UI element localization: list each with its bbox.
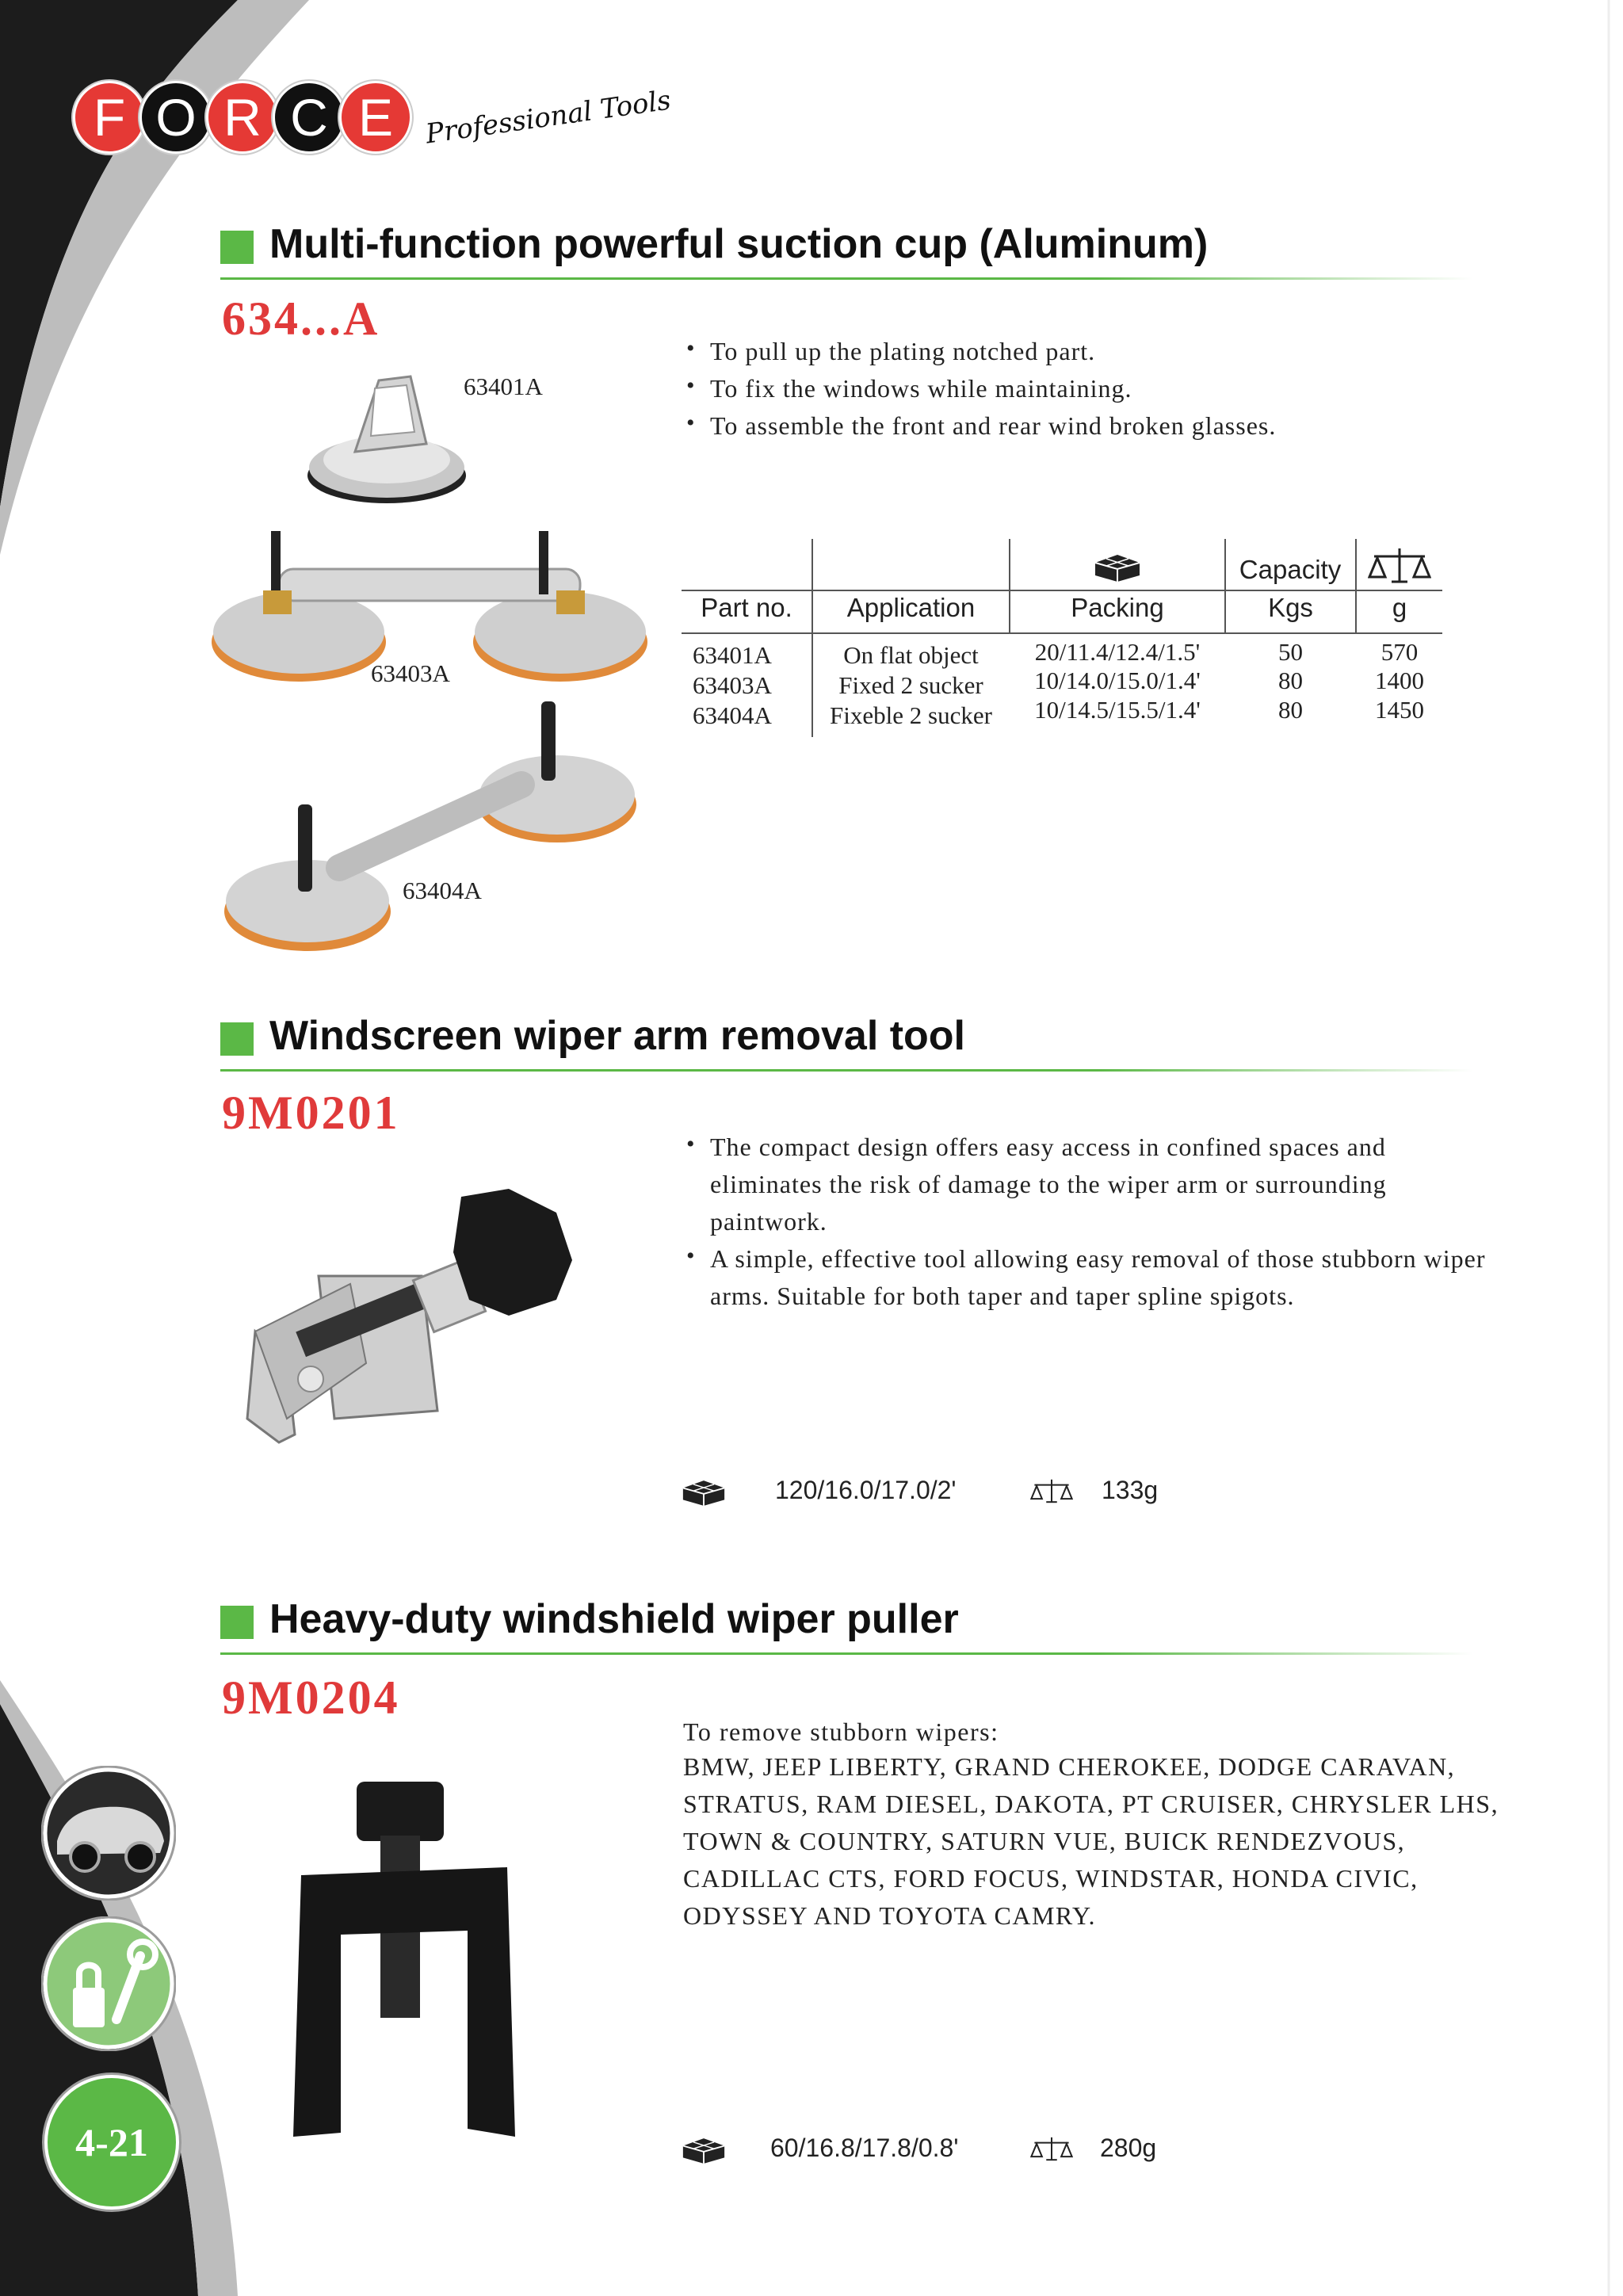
brand-letter: R xyxy=(206,81,279,154)
vehicle-model-list: BMW, JEEP LIBERTY, GRAND CHEROKEE, DODGE CARAVAN, STRATUS, RAM DIESEL, DAKOTA, PT CRUISER, CHRYSLER LHS, TOWN & COUNTRY, SATURN VUE, BUICK RENDEZVOUS, CADILLAC CTS, FORD FOCUS, WINDSTAR, HONDA CIVIC, ODYSSEY AND TOYOTA CAMRY. xyxy=(683,1752,1499,1930)
table-cell: 63404A xyxy=(693,701,772,729)
product-code: 9M0204 xyxy=(222,1671,400,1724)
brand-logo xyxy=(73,82,672,152)
feature-list xyxy=(686,1129,1495,1315)
section-marker xyxy=(220,1022,254,1056)
brand-letter: O xyxy=(139,81,212,154)
table-cell: 63401A xyxy=(693,641,772,669)
table-rule xyxy=(682,632,1442,634)
brand-letter: F xyxy=(73,81,146,154)
feature-item: • To fix the windows while maintaining. xyxy=(686,370,1558,407)
table-cell: 80 xyxy=(1278,696,1303,724)
product-code: 634...A xyxy=(222,292,380,345)
table-cell: 1400 xyxy=(1375,667,1424,694)
section-marker xyxy=(220,231,254,264)
feature-list xyxy=(686,333,1558,445)
section-title: Windscreen wiper arm removal tool xyxy=(269,1013,966,1059)
table-header-g: g xyxy=(1392,593,1407,622)
product-label: 63401A xyxy=(464,372,543,400)
section-marker xyxy=(220,1606,254,1639)
table-cell: 50 xyxy=(1278,638,1303,666)
brand-tagline: Professional Tools xyxy=(423,84,673,151)
weight-value: 280g xyxy=(1100,2134,1157,2162)
product-label: 63404A xyxy=(403,877,482,904)
tools-icon xyxy=(41,1916,176,2051)
packing-value: 120/16.0/17.0/2' xyxy=(775,1476,957,1504)
page-number: 4-21 xyxy=(44,2075,179,2210)
product-code: 9M0201 xyxy=(222,1087,400,1139)
table-cell: 10/14.5/15.5/1.4' xyxy=(1034,696,1201,724)
wiper-puller-image xyxy=(277,1772,531,2145)
suction-cup-single-image xyxy=(300,357,474,507)
table-cell: 570 xyxy=(1381,638,1419,666)
scale-icon xyxy=(1030,1476,1073,1506)
section-title: Multi-function powerful suction cup (Aluminum) xyxy=(269,221,1209,267)
table-rule xyxy=(682,590,1442,591)
table-cell: Fixeble 2 sucker xyxy=(830,701,992,729)
table-cell: 20/11.4/12.4/1.5' xyxy=(1034,638,1201,666)
wiper-arm-removal-tool-image xyxy=(223,1181,596,1482)
section-divider xyxy=(220,277,1472,280)
feature-item: • To assemble the front and rear wind broken glasses. xyxy=(686,407,1558,445)
table-cell: 10/14.0/15.0/1.4' xyxy=(1034,667,1201,694)
product-label: 63403A xyxy=(371,659,450,687)
capacity-header: Capacity xyxy=(1239,555,1342,584)
brand-letter: C xyxy=(273,81,346,154)
suction-cup-double-flexible-image xyxy=(220,701,648,963)
table-cell: 80 xyxy=(1278,667,1303,694)
table-header-application: Application xyxy=(846,593,976,622)
weight-value: 133g xyxy=(1102,1476,1159,1504)
table-cell: On flat object xyxy=(843,641,979,669)
box-icon xyxy=(682,1479,726,1507)
scale-icon xyxy=(1030,2134,1073,2164)
table-header-packing: Packing xyxy=(1071,593,1164,622)
packing-value: 60/16.8/17.8/0.8' xyxy=(770,2134,959,2162)
section-divider xyxy=(220,1069,1472,1072)
brand-letter: E xyxy=(339,81,412,154)
table-cell: 1450 xyxy=(1375,696,1424,724)
box-icon xyxy=(682,2137,726,2165)
box-icon xyxy=(1094,553,1141,583)
feature-item: • To pull up the plating notched part. xyxy=(686,333,1558,370)
application-intro: To remove stubborn wipers: xyxy=(683,1717,999,1746)
table-header-kgs: Kgs xyxy=(1268,593,1313,622)
section-title: Heavy-duty windshield wiper puller xyxy=(269,1596,959,1642)
feature-item: • The compact design offers easy access in confined spaces and eliminates the risk of damage to the wiper arm or surrounding paintwork. xyxy=(686,1129,1495,1240)
section-divider xyxy=(220,1652,1472,1655)
table-header-part: Part no. xyxy=(701,593,792,622)
feature-item: • A simple, effective tool allowing easy removal of those stubborn wiper arms. Suitable for both taper and taper spline spigots. xyxy=(686,1240,1495,1315)
car-icon xyxy=(41,1766,176,1901)
scale-icon xyxy=(1368,545,1431,585)
table-cell: 63403A xyxy=(693,671,772,699)
table-cell: Fixed 2 sucker xyxy=(838,671,983,699)
